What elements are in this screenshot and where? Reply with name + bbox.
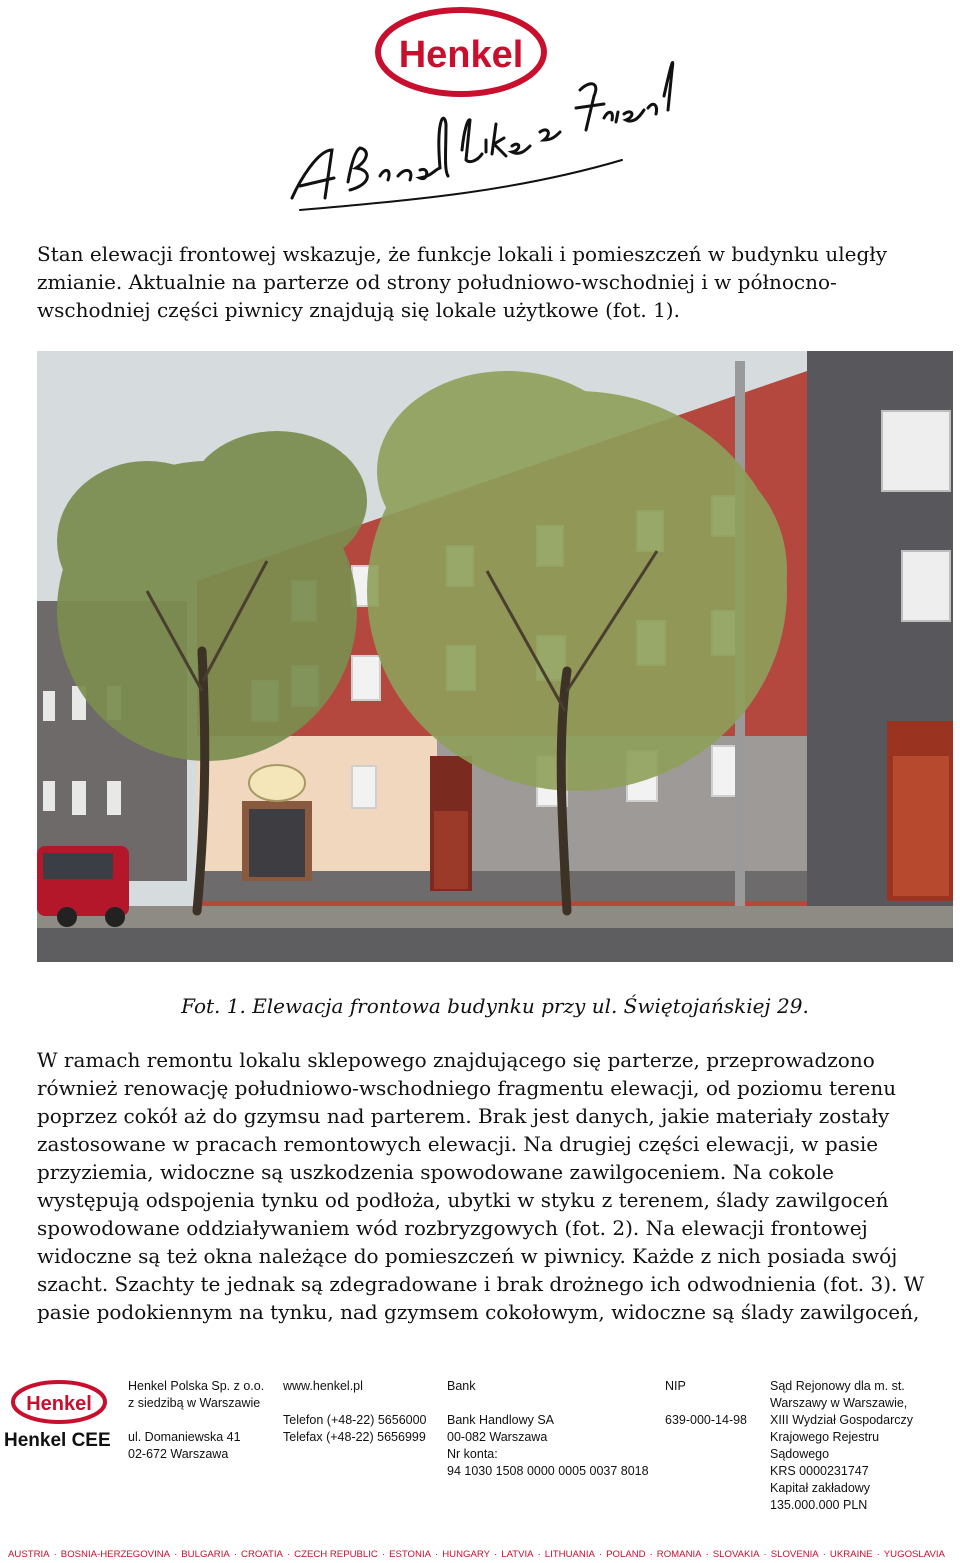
country-item: POLAND [606,1548,646,1560]
footer-logo-text: Henkel [26,1393,92,1415]
footer-court-line: Sądowego [770,1447,830,1461]
body-paragraph: W ramach remontu lokalu sklepowego znajdującego się parterze, przeprowadzono również renowację południowo-wschodniego fragmentu elewacji, od poziomu terenu poprzez cokół aż do gzymsu nad parterem. Brak jest danych, jakie materiały zostały zastosowane w pracach remontowych elewacji. Na drugiej części elewacji, w pasie przyziemia, widoczne są uszkodzenia spowodowane zawilgoceniem. Na cokole występują odspojenia tynku od podłoża, ubytki w styku z terenem, ślady zawilgoceń spowodowane oddziaływaniem wód rozbryzgowych (fot. 2). Na elewacji frontowej widoczne są też okna należące do pomieszczeń w piwnicy. Każde z nich posiada swój szacht. Szachty te jednak są zdegradowane i brak drożnego ich odwodnienia (fot. 3). W pasie podokiennym na tynku, nad gzymsem cokołowym, widoczne są ślady zawilgoceń, [37,1048,925,1324]
country-item: HUNGARY [442,1548,491,1560]
footer-fax: Telefax (+48-22) 5656999 [283,1430,426,1444]
henkel-small-logo-icon [6,1378,116,1428]
footer-company-name: Henkel CEE [4,1430,111,1451]
footer-bank-line: Nr konta: [447,1447,498,1461]
footer-company-line: 02-672 Warszawa [128,1447,229,1461]
intro-paragraph: Stan elewacji frontowej wskazuje, że funkcje lokali i pomieszczeń w budynku uległy zmianie. Aktualnie na parterze od strony południowo-wschodniej i w północno-wschodniej części piwnicy znajdują się lokale użytkowe (fot. 1). [37,242,888,322]
country-item: ESTONIA [389,1548,432,1560]
footer-bank-line: 00-082 Warszawa [447,1430,548,1444]
footer-nip-column [665,1378,747,1429]
logo-text: Henkel [398,34,524,76]
country-item: YUGOSLAVIA [883,1548,945,1560]
footer-court-line: Sąd Rejonowy dla m. st. [770,1379,905,1393]
country-item: BOSNIA-HERZEGOVINA [60,1548,171,1560]
footer-company-line: ul. Domaniewska 41 [128,1430,241,1444]
building-facade-photo [37,351,953,962]
footer-company-column [128,1378,264,1463]
footer-company-line: z siedzibą w Warszawie [128,1396,261,1410]
footer-court-line: Warszawy w Warszawie, [770,1396,908,1410]
country-item: LATVIA [501,1548,534,1560]
country-item: SLOVENIA [770,1548,819,1560]
country-item: CROATIA [241,1548,283,1560]
footer-bank-line: Bank [447,1379,476,1393]
country-item: UKRAINE [829,1548,873,1560]
footer-court-column [770,1378,913,1514]
footer-bank-account: 94 1030 1508 0000 0005 0037 8018 [447,1464,649,1478]
henkel-logo-icon [0,0,960,230]
country-item: ROMANIA [656,1548,702,1560]
country-item: CZECH REPUBLIC [294,1548,378,1560]
footer-court-line: KRS 0000231747 [770,1464,869,1478]
country-item: AUSTRIA [8,1548,50,1560]
footer-website-link[interactable]: www.henkel.pl [283,1379,363,1393]
footer-bank-column [447,1378,649,1480]
country-item: LITHUANIA [544,1548,595,1560]
country-item: BULGARIA [181,1548,230,1560]
footer-company-line: Henkel Polska Sp. z o.o. [128,1379,265,1393]
footer-court-line: XIII Wydział Gospodarczy [770,1413,913,1427]
footer-court-line: Kapitał zakładowy [770,1481,871,1495]
photo-caption: Fot. 1. Elewacja frontowa budynku przy ul. Świętojańskiej 29. [181,994,809,1018]
footer-bank-line: Bank Handlowy SA [447,1413,555,1427]
footer-court-line: 135.000.000 PLN [770,1498,868,1512]
countries-bar: AUSTRIA · BOSNIA-HERZEGOVINA · BULGARIA · CROATIA · CZECH REPUBLIC · ESTONIA · HUNGARY · LATVIA · LITHUANIA · POLAND · ROMANIA · SLOVAKIA · SLOVENIA · UKRAINE · YUGOSLAVIA [8,1548,945,1560]
footer-nip-label: NIP [665,1379,686,1393]
footer-court-line: Krajowego Rejestru [770,1430,880,1444]
header-logo [0,0,960,230]
footer-nip-value: 639-000-14-98 [665,1413,748,1427]
footer-phone: Telefon (+48-22) 5656000 [283,1413,427,1427]
footer-contact-column [283,1378,427,1446]
country-item: SLOVAKIA [712,1548,760,1560]
